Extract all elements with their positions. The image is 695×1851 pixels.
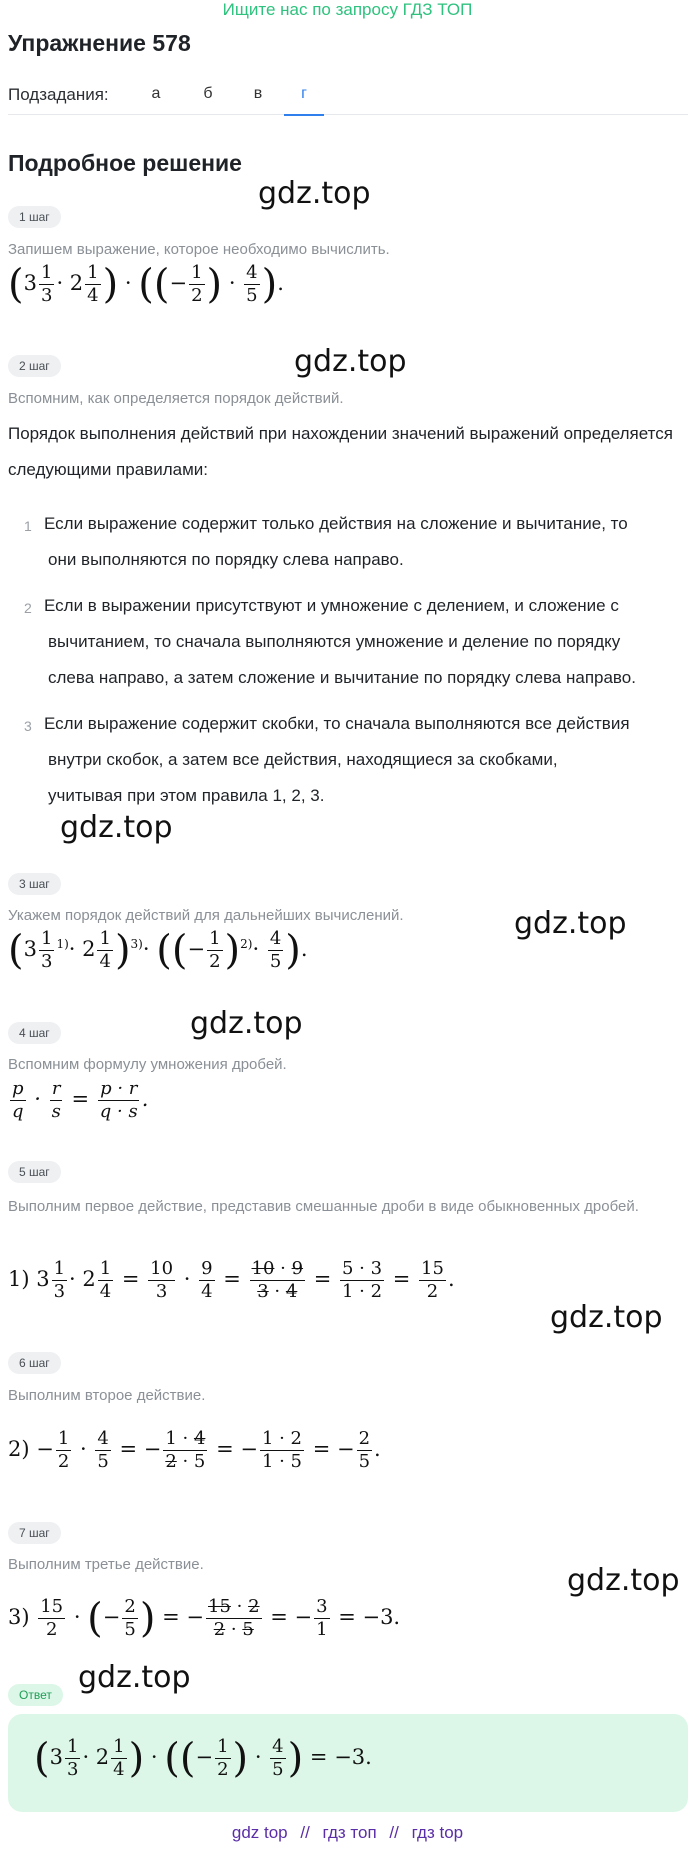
calculation-step3: 3) $\frac{15}{2}$ · (− $\frac{2}{5}$ ) = − $\frac{15 \cdot 2}{2 \cdot 5}$ = − $\frac{3}{1}$ = −3. xyxy=(8,1595,401,1642)
step-badge: 5 шаг xyxy=(8,1161,61,1183)
footer-links xyxy=(0,1823,695,1843)
step-hint: Укажем порядок действий для дальнейших вычислений. xyxy=(8,907,404,924)
step-hint: Запишем выражение, которое необходимо вычислить. xyxy=(8,241,390,258)
formula-fraction-multiplication: $\frac{p}{q}$ · $\frac{r}{s}$ = $\frac{p \cdot r}{q \cdot s}$ . xyxy=(12,1078,149,1122)
watermark: gdz.top xyxy=(294,344,407,379)
footer-separator: // xyxy=(389,1823,399,1842)
answer-box xyxy=(8,1714,688,1812)
rule-item xyxy=(24,506,689,578)
step-badge: 3 шаг xyxy=(8,873,61,895)
step-hint: Выполним третье действие. xyxy=(8,1556,204,1573)
rule-line: внутри скобок, а затем все действия, находящиеся за скобками, xyxy=(48,750,558,769)
subtasks-bar xyxy=(8,82,688,115)
rules-intro: Порядок выполнения действий при нахождении значений выражений определяется следующими правилами: xyxy=(8,424,673,479)
rule-line: Если в выражении присутствуют и умножение с делением, и сложение с xyxy=(44,596,619,615)
rule-line: учитывая при этом правила 1, 2, 3. xyxy=(48,786,325,805)
watermark: gdz.top xyxy=(567,1563,680,1598)
step-hint: Выполним второе действие. xyxy=(8,1387,206,1404)
expression-step3: (3 $\frac{1}{3}$ $^{1)}$· 2 $\frac{1}{4}$ )$^{3)}$· ((− $\frac{1}{2}$ )$^{2)}$· $\frac{4}{5}$ ). xyxy=(8,927,308,974)
tab-v[interactable]: в xyxy=(253,85,263,102)
step-hint: Вспомним формулу умножения дробей. xyxy=(8,1056,287,1073)
footer-link[interactable]: gdz top xyxy=(231,1823,288,1842)
watermark: gdz.top xyxy=(78,1660,191,1695)
page-title: Упражнение 578 xyxy=(8,30,191,56)
answer-expression: (3 $\frac{1}{3}$ · 2 $\frac{1}{4}$ ) · ((− $\frac{1}{2}$ ) · $\frac{4}{5}$ ) = −3. xyxy=(34,1735,372,1782)
rule-line: они выполняются по порядку слева направо. xyxy=(48,550,404,569)
rule-line: вычитанием, то сначала выполняются умножение и деление по порядку xyxy=(48,632,621,651)
rule-item xyxy=(24,706,689,814)
calculation-step1: 1) 3 $\frac{1}{3}$ · 2 $\frac{1}{4}$ = $\frac{10}{3}$ · $\frac{9}{4}$ = $\frac{10 \cdot 9}{3 \cdot 4}$ = $\frac{5 \cdot 3}{1 \cdot 2}$ = $\frac{15}{2}$ . xyxy=(8,1258,455,1302)
rule-number: 2 xyxy=(24,600,32,616)
watermark: gdz.top xyxy=(550,1300,663,1335)
watermark: gdz.top xyxy=(258,176,371,211)
calculation-step2: 2) − $\frac{1}{2}$ · $\frac{4}{5}$ = − $\frac{1 \cdot 4}{2 \cdot 5}$ = − $\frac{1 \cdot 2}{1 \cdot 5}$ = − $\frac{2}{5}$ . xyxy=(8,1428,381,1472)
footer-link[interactable]: гдз top xyxy=(411,1823,464,1842)
footer-link[interactable]: гдз топ xyxy=(322,1823,377,1842)
step-hint: Выполним первое действие, представив смешанные дроби в виде обыкновенных дробей. xyxy=(8,1198,639,1215)
search-banner: Ищите нас по запросу ГДЗ ТОП xyxy=(222,0,473,19)
rule-number: 1 xyxy=(24,518,32,534)
answer-badge: Ответ xyxy=(8,1684,63,1706)
step-badge: 6 шаг xyxy=(8,1352,61,1374)
rule-number: 3 xyxy=(24,718,32,734)
watermark: gdz.top xyxy=(514,906,627,941)
subtasks-label: Подзадания: xyxy=(8,85,109,104)
rule-item xyxy=(24,588,689,696)
watermark: gdz.top xyxy=(190,1006,303,1041)
answer-result: = −3. xyxy=(309,1745,372,1769)
tab-a[interactable]: а xyxy=(151,85,161,102)
step-hint: Вспомним, как определяется порядок действий. xyxy=(8,390,344,407)
solution-title: Подробное решение xyxy=(8,150,242,176)
rule-line: Если выражение содержит только действия на сложение и вычитание, то xyxy=(44,514,628,533)
tab-g[interactable]: г xyxy=(284,85,324,116)
expression-step1: (3 $\frac{1}{3}$ · 2 $\frac{1}{4}$ ) · ((− $\frac{1}{2}$ ) · $\frac{4}{5}$ ). xyxy=(8,261,284,308)
footer-separator: // xyxy=(300,1823,310,1842)
rule-line: Если выражение содержит скобки, то сначала выполняются все действия xyxy=(44,714,630,733)
watermark: gdz.top xyxy=(60,810,173,845)
step-badge: 1 шаг xyxy=(8,206,61,228)
rule-line: слева направо, а затем сложение и вычитание по порядку слева направо. xyxy=(48,668,636,687)
step-badge: 4 шаг xyxy=(8,1022,61,1044)
step-badge: 7 шаг xyxy=(8,1522,61,1544)
tab-b[interactable]: б xyxy=(203,85,213,102)
step-badge: 2 шаг xyxy=(8,355,61,377)
